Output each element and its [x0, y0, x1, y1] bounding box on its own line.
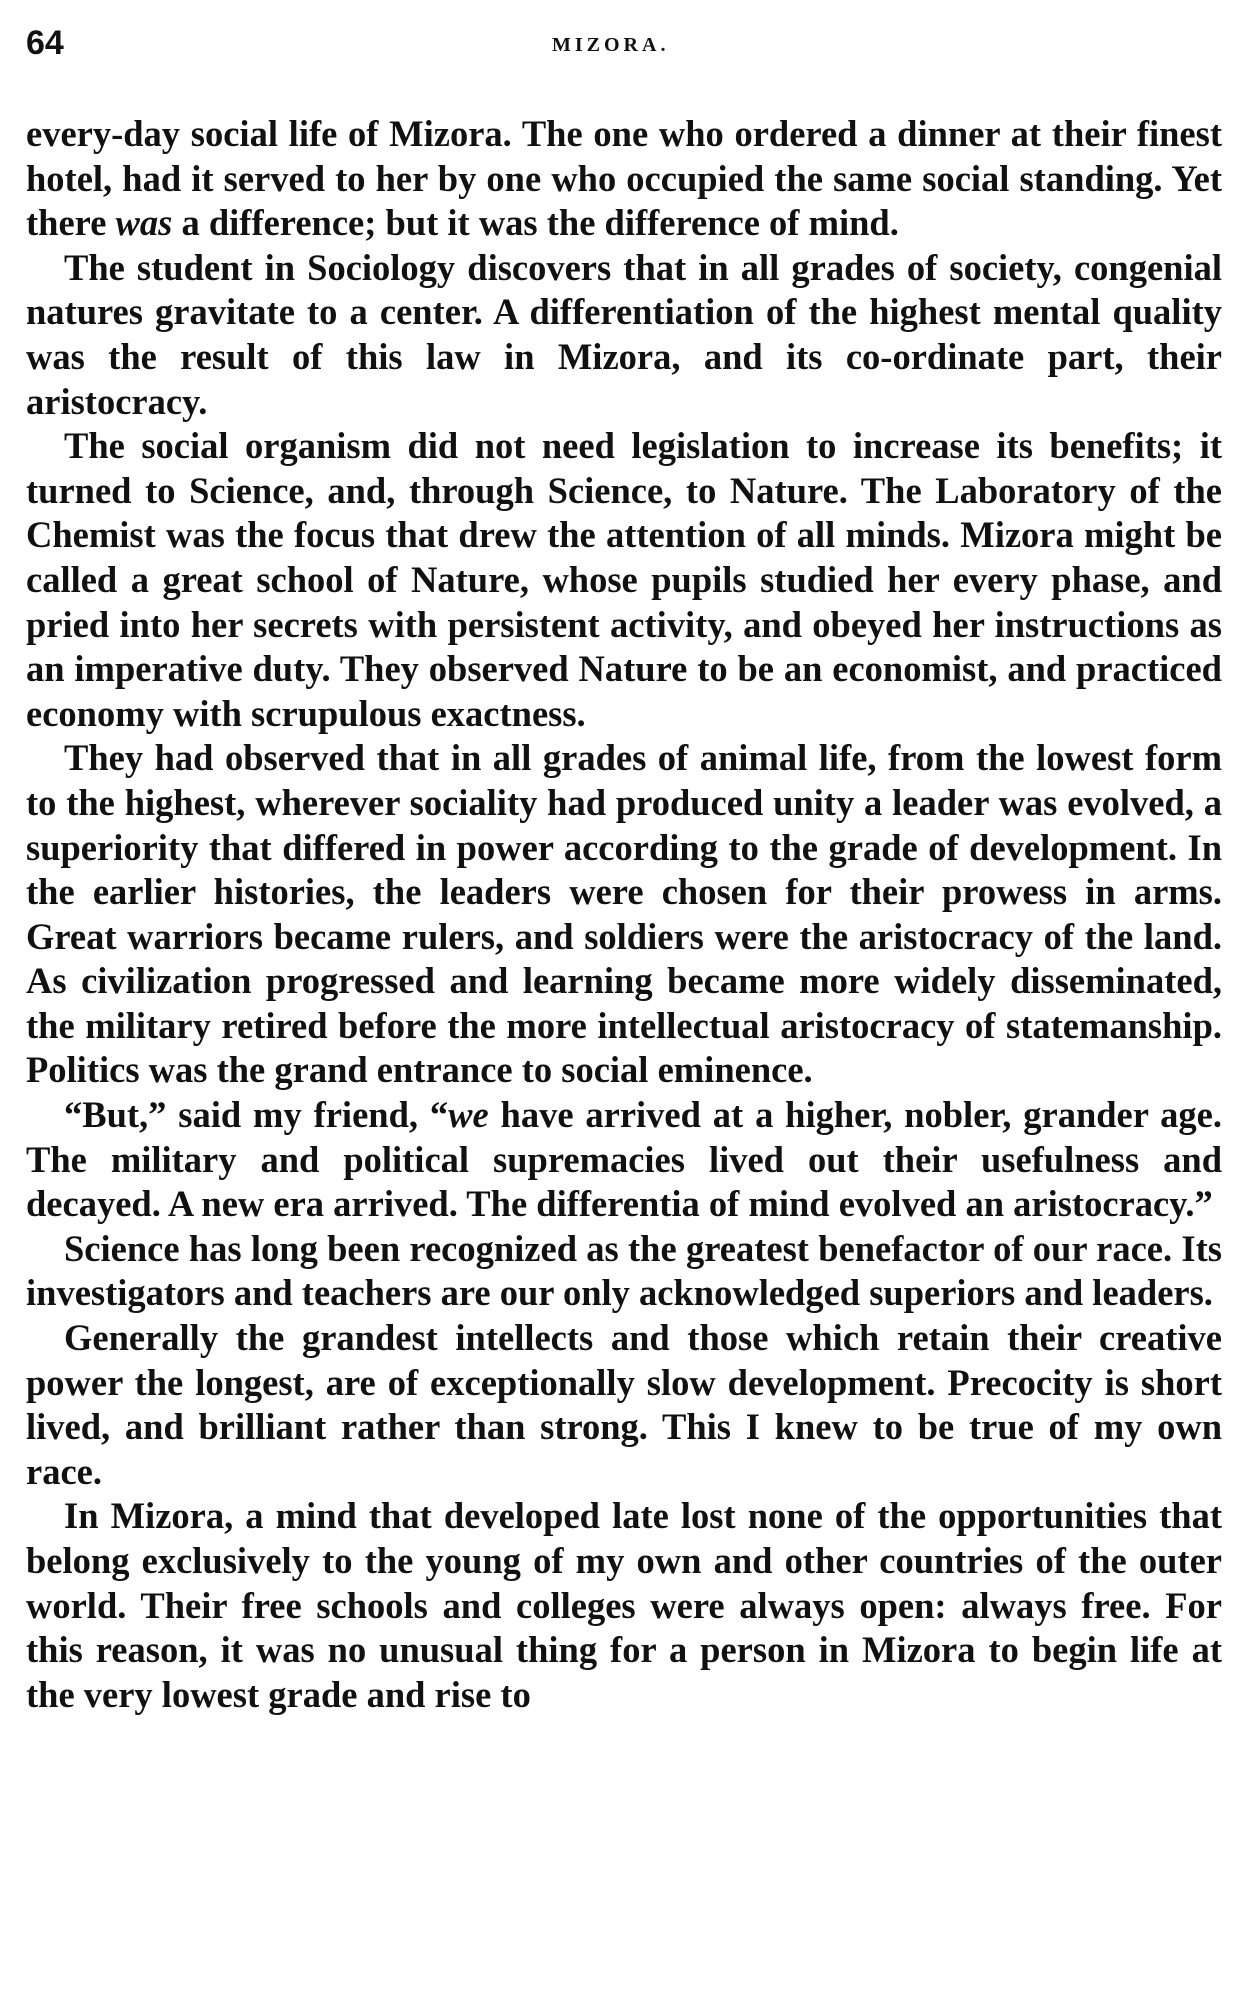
paragraph-6: Science has long been recognized as the greatest benefactor of our race. Its investigators and teachers are our only acknowledged superiors and leaders. [26, 1227, 1222, 1314]
page-header [22, 18, 1222, 68]
paragraph-4: They had observed that in all grades of animal life, from the lowest form to the highest, wherever sociality had produced unity a leader was evolved, a superiority that differed in power according to the grade of development. In the earlier histories, the leaders were chosen for their prowess in arms. Great warriors became rulers, and soldiers were the aristocracy of the land. As civilization progressed and learning became more widely disseminated, the military retired before the more intellectual aristocracy of statemanship. Politics was the grand entrance to social eminence. [26, 737, 1222, 1091]
paragraph-8: In Mizora, a mind that developed late lost none of the opportunities that belong exclusively to the young of my own and other countries of the outer world. Their free schools and colleges were always open: always free. For this reason, it was no unusual thing for a person in Mizora to begin life at the very lowest grade and rise to [26, 1495, 1222, 1715]
paragraph-1-emphasis: was [115, 202, 173, 244]
paragraph-1-text-a: every-day social life of Mizora. The one who ordered a dinner at their finest hotel, had it served to her by one who occupied the same social standing. Yet there [26, 113, 1222, 244]
paragraph-1-text-b: a difference; but it was the difference of mind. [172, 202, 899, 244]
paragraph-3: The social organism did not need legislation to increase its benefits; it turned to Science, and, through Science, to Nature. The Laboratory of the Chemist was the focus that drew the attention of all minds. Mizora might be called a great school of Nature, whose pupils studied her every phase, and pried into her secrets with persistent activity, and obeyed her instructions as an imperative duty. They observed Nature to be an economist, and practiced economy with scrupulous exactness. [26, 425, 1222, 734]
paragraph-5-text-b: have arrived at a higher, nobler, grander age. The military and political supremacies lived out their usefulness and decayed. A new era arrived. The differentia of mind evolved an aristocracy.” [26, 1094, 1222, 1225]
body-text [26, 112, 1222, 1717]
page-number: 64 [26, 24, 64, 62]
running-title: MIZORA. [552, 34, 670, 56]
paragraph-2: The student in Sociology discovers that in all grades of society, congenial natures gravitate to a center. A differentiation of the highest mental quality was the result of this law in Mizora, and its co-ordinate part, their aristocracy. [26, 246, 1222, 422]
paragraph-1 [26, 112, 1222, 246]
paragraph-5 [26, 1093, 1222, 1227]
paragraph-7: Generally the grandest intellects and those which retain their creative power the longest, are of exceptionally slow development. Precocity is short lived, and brilliant rather than strong. This I knew to be true of my own race. [26, 1317, 1222, 1492]
paragraph-5-emphasis: we [448, 1094, 489, 1136]
paragraph-5-text-a: “But,” said my friend, “ [64, 1094, 449, 1136]
